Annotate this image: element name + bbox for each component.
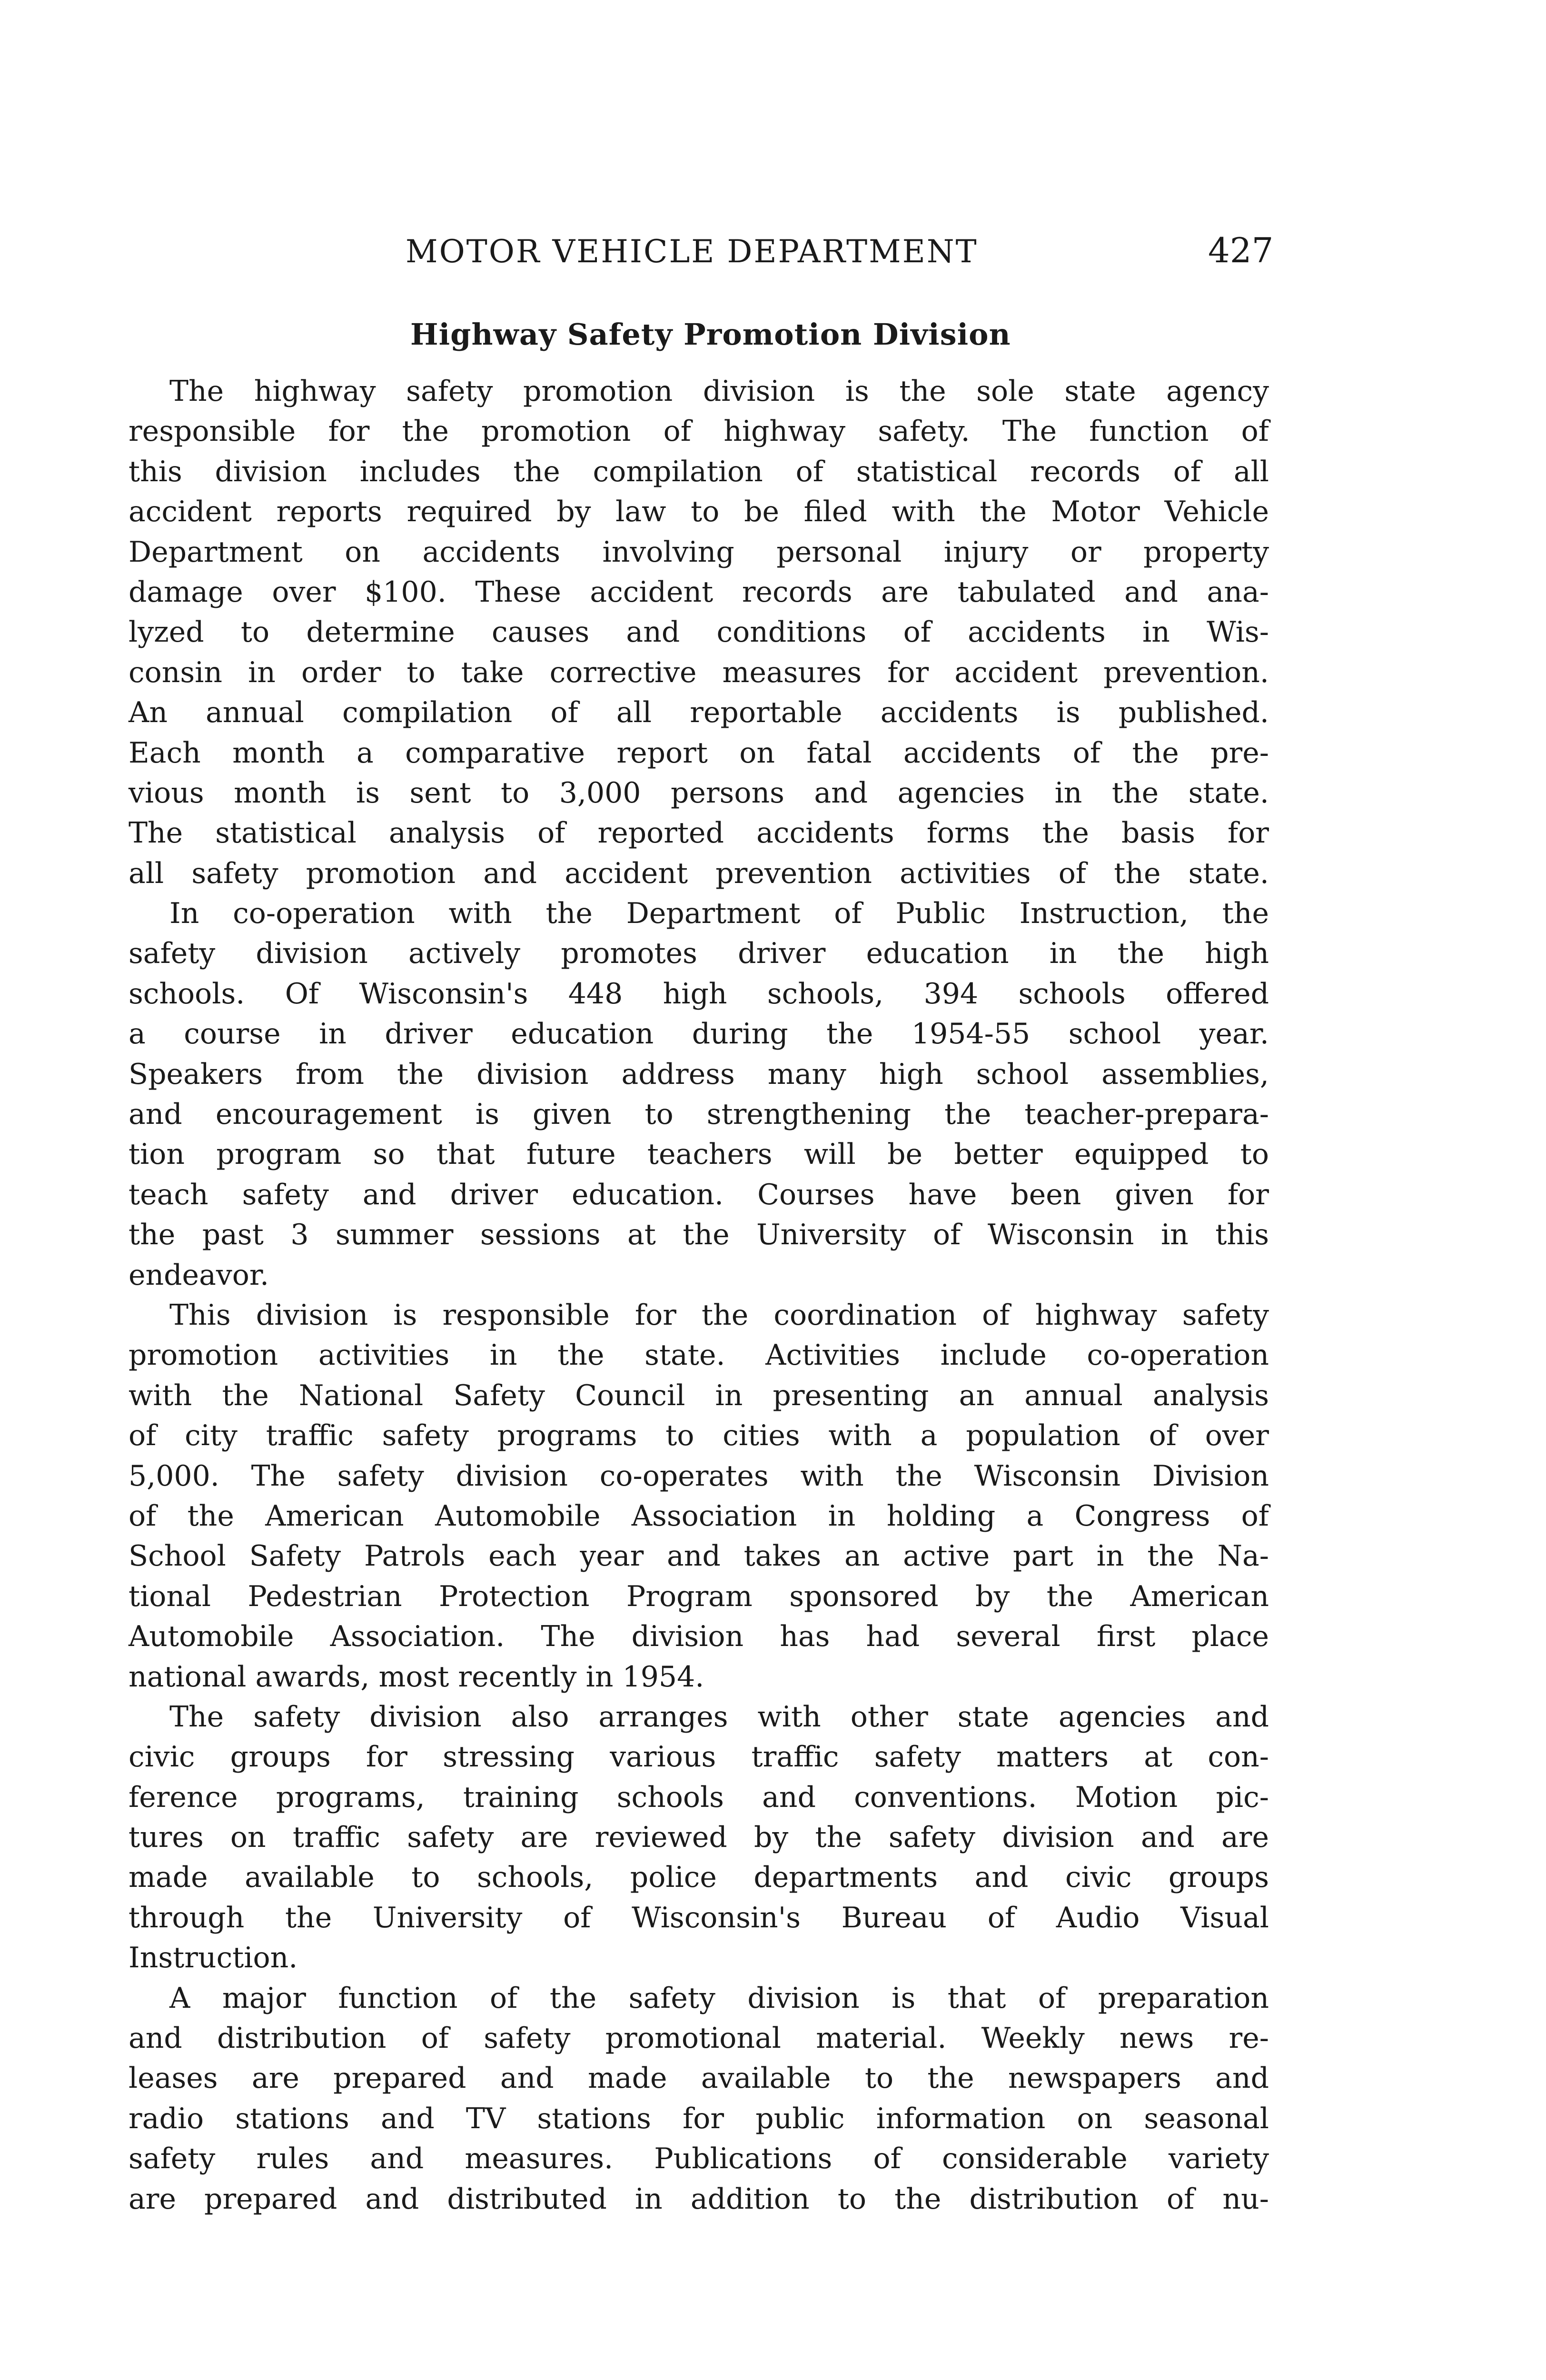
text-line: ference programs, training schools and conventions. Motion pic- [129,1780,1269,1814]
text-line: teach safety and driver education. Courses have been given for [129,1178,1269,1211]
text-line: tures on traffic safety are reviewed by the safety division and are [129,1821,1269,1854]
text-line: are prepared and distributed in addition to the distribution of nu- [129,2182,1269,2216]
text-line: lyzed to determine causes and conditions of accidents in Wis- [129,615,1269,649]
page-number: 427 [1208,230,1274,270]
text-line: radio stations and TV stations for public information on seasonal [129,2102,1269,2135]
running-header-title: MOTOR VEHICLE DEPARTMENT [406,233,978,270]
text-line: tion program so that future teachers will be better equipped to [129,1138,1269,1171]
text-line: This division is responsible for the coordination of highway safety [169,1298,1269,1332]
text-line: endeavor. [129,1258,269,1292]
text-line: leases are prepared and made available to the newspapers and [129,2062,1269,2095]
text-line: In co-operation with the Department of Public Instruction, the [169,897,1269,931]
text-line: of city traffic safety programs to cities with a population of over [129,1419,1269,1453]
text-line: this division includes the compilation of statistical records of all [129,455,1269,488]
text-line: The statistical analysis of reported accidents forms the basis for [129,816,1269,850]
text-line: and encouragement is given to strengthening the teacher-prepara- [129,1098,1269,1131]
text-line: damage over $100. These accident records are tabulated and ana- [129,575,1269,609]
section-heading: Highway Safety Promotion Division [410,317,1011,352]
text-line: Each month a comparative report on fatal accidents of the pre- [129,736,1269,770]
text-line: national awards, most recently in 1954. [129,1660,704,1694]
text-line: civic groups for stressing various traffic safety matters at con- [129,1740,1269,1774]
text-line: 5,000. The safety division co-operates with the Wisconsin Division [129,1459,1269,1493]
text-line: through the University of Wisconsin's Bureau of Audio Visual [129,1901,1269,1934]
text-line: Department on accidents involving personal injury or property [129,535,1269,569]
text-line: safety rules and measures. Publications of considerable variety [129,2142,1269,2176]
text-line: made available to schools, police departments and civic groups [129,1861,1269,1894]
text-line: the past 3 summer sessions at the University of Wisconsin in this [129,1218,1269,1252]
text-line: tional Pedestrian Protection Program sponsored by the American [129,1579,1269,1613]
text-line: School Safety Patrols each year and takes an active part in the Na- [129,1539,1269,1573]
text-line: of the American Automobile Association in holding a Congress of [129,1499,1269,1533]
text-line: and distribution of safety promotional material. Weekly news re- [129,2022,1269,2055]
text-line: all safety promotion and accident prevention activities of the state. [129,856,1269,890]
text-line: schools. Of Wisconsin's 448 high schools, 394 schools offered [129,977,1269,1011]
text-line: The highway safety promotion division is the sole state agency [169,375,1269,408]
text-line: with the National Safety Council in presenting an annual analysis [129,1378,1269,1412]
text-line: A major function of the safety division is that of preparation [169,1981,1269,2015]
text-line: safety division actively promotes driver education in the high [129,937,1269,971]
text-line: Speakers from the division address many high school assemblies, [129,1057,1269,1091]
text-line: The safety division also arranges with other state agencies and [169,1700,1269,1734]
text-line: accident reports required by law to be filed with the Motor Vehicle [129,495,1269,529]
text-line: promotion activities in the state. Activities include co-operation [129,1339,1269,1372]
body-text [129,371,1269,2219]
text-line: vious month is sent to 3,000 persons and agencies in the state. [129,776,1269,810]
text-line: a course in driver education during the 1954-55 school year. [129,1017,1269,1051]
text-line: consin in order to take corrective measures for accident prevention. [129,655,1269,689]
text-line: An annual compilation of all reportable accidents is published. [129,696,1269,730]
text-line: Automobile Association. The division has had several first place [129,1620,1269,1654]
text-line: responsible for the promotion of highway safety. The function of [129,415,1269,448]
text-line: Instruction. [129,1941,298,1975]
